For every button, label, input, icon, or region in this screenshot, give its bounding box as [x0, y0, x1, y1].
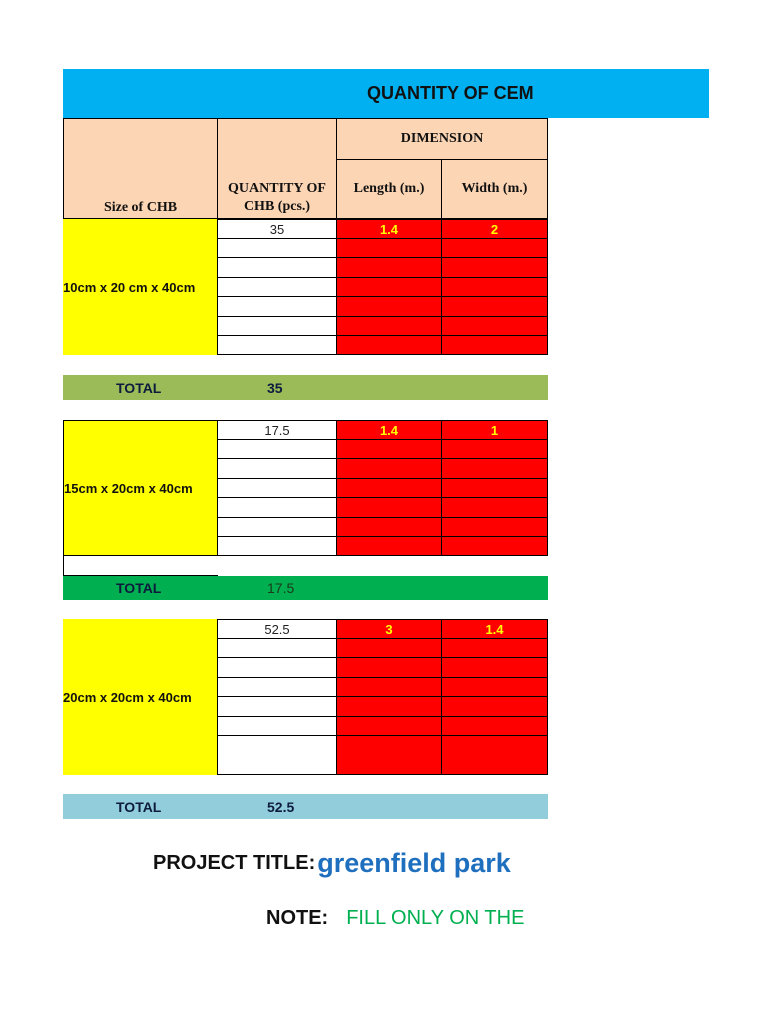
length-cell[interactable]: [336, 658, 442, 678]
width-cell[interactable]: [441, 278, 548, 297]
length-cell[interactable]: [336, 459, 442, 479]
quantity-cell[interactable]: 17.5: [217, 420, 337, 440]
chb-size-cell: [63, 619, 217, 775]
quantity-cell[interactable]: 35: [217, 219, 337, 239]
project-title-row: [153, 843, 548, 883]
length-cell[interactable]: [336, 336, 442, 355]
quantity-cell[interactable]: [217, 518, 337, 537]
quantity-cell[interactable]: [217, 639, 337, 658]
project-title-value[interactable]: greenfield park: [317, 847, 511, 878]
length-cell[interactable]: [336, 639, 442, 658]
quantity-cell[interactable]: [217, 697, 337, 717]
total-label: TOTAL: [116, 580, 162, 596]
width-cell[interactable]: [441, 297, 548, 317]
total-row: [63, 375, 548, 400]
quantity-cell[interactable]: [217, 678, 337, 697]
header-dimension: [336, 118, 548, 160]
length-cell[interactable]: [336, 239, 442, 258]
total-value: 35: [267, 379, 283, 396]
quantity-cell[interactable]: [217, 498, 337, 518]
length-cell[interactable]: [336, 717, 442, 736]
width-cell[interactable]: [441, 336, 548, 355]
width-cell[interactable]: [441, 537, 548, 556]
length-cell[interactable]: 1.4: [336, 420, 442, 440]
note-text: FILL ONLY ON THE: [346, 906, 525, 929]
header-size-label: Size of CHB: [103, 200, 178, 215]
total-row: [63, 794, 548, 819]
note-label: NOTE:: [266, 906, 329, 929]
width-cell[interactable]: [441, 317, 548, 336]
width-cell[interactable]: [441, 736, 548, 775]
quantity-cell[interactable]: [217, 479, 337, 498]
quantity-cell[interactable]: [217, 297, 337, 317]
length-cell[interactable]: [336, 479, 442, 498]
length-cell[interactable]: 3: [336, 619, 442, 639]
width-cell[interactable]: [441, 440, 548, 459]
width-cell[interactable]: 1.4: [441, 619, 548, 639]
project-title-label: PROJECT TITLE:: [153, 851, 316, 874]
quantity-cell[interactable]: [217, 736, 337, 775]
header-quantity: [217, 118, 337, 219]
length-cell[interactable]: [336, 440, 442, 459]
total-label: TOTAL: [116, 798, 162, 815]
quantity-cell[interactable]: [217, 336, 337, 355]
note-row: [266, 898, 548, 938]
header-size: [63, 118, 218, 219]
header-length: [336, 159, 442, 219]
length-cell[interactable]: [336, 278, 442, 297]
quantity-cell[interactable]: 52.5: [217, 619, 337, 639]
total-value: 17.5: [267, 580, 295, 596]
quantity-cell[interactable]: [217, 258, 337, 278]
quantity-cell[interactable]: [217, 317, 337, 336]
length-cell[interactable]: [336, 498, 442, 518]
width-cell[interactable]: [441, 697, 548, 717]
length-cell[interactable]: [336, 317, 442, 336]
chb-size-label: 15cm x 20cm x 40cm: [64, 480, 193, 496]
total-row: [63, 576, 548, 600]
length-cell[interactable]: [336, 678, 442, 697]
width-cell[interactable]: [441, 498, 548, 518]
quantity-cell[interactable]: [217, 658, 337, 678]
quantity-cell[interactable]: [217, 537, 337, 556]
width-cell[interactable]: [441, 658, 548, 678]
quantity-cell[interactable]: [217, 440, 337, 459]
width-cell[interactable]: [441, 678, 548, 697]
chb-size-cell: [63, 219, 217, 355]
total-value: 52.5: [267, 798, 295, 815]
chb-size-label: 10cm x 20 cm x 40cm: [63, 279, 196, 295]
length-cell[interactable]: [336, 258, 442, 278]
chb-size-cell: [63, 420, 218, 556]
width-cell[interactable]: [441, 639, 548, 658]
chb-size-label: 20cm x 20cm x 40cm: [63, 689, 192, 705]
width-cell[interactable]: [441, 239, 548, 258]
width-cell[interactable]: 2: [441, 219, 548, 239]
sheet-title: QUANTITY OF CEM: [367, 83, 534, 103]
width-cell[interactable]: [441, 459, 548, 479]
length-cell[interactable]: [336, 537, 442, 556]
header-length-label: Length (m.): [353, 181, 425, 196]
header-width-label: Width (m.): [461, 181, 528, 196]
length-cell[interactable]: 1.4: [336, 219, 442, 239]
length-cell[interactable]: [336, 518, 442, 537]
width-cell[interactable]: [441, 258, 548, 278]
total-label: TOTAL: [116, 379, 162, 396]
quantity-cell[interactable]: [217, 239, 337, 258]
width-cell[interactable]: [441, 479, 548, 498]
header-dimension-label: DIMENSION: [400, 131, 484, 146]
width-cell[interactable]: 1: [441, 420, 548, 440]
quantity-cell[interactable]: [217, 459, 337, 479]
blank-cell: [63, 556, 218, 576]
quantity-cell[interactable]: [217, 278, 337, 297]
length-cell[interactable]: [336, 736, 442, 775]
width-cell[interactable]: [441, 518, 548, 537]
header-width: [441, 159, 548, 219]
header-quantity-label: QUANTITY OF CHB (pcs.): [228, 181, 326, 214]
width-cell[interactable]: [441, 717, 548, 736]
length-cell[interactable]: [336, 297, 442, 317]
quantity-cell[interactable]: [217, 717, 337, 736]
length-cell[interactable]: [336, 697, 442, 717]
